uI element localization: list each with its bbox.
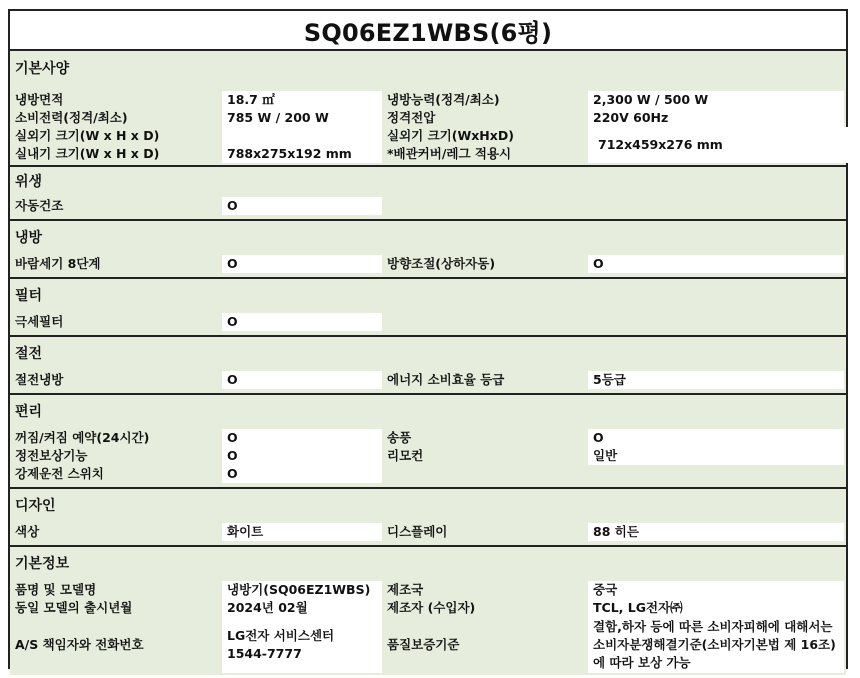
as-center-name: LG전자 서비스센터 — [227, 628, 335, 643]
spec-label: 소비전력(정격/최소) — [15, 110, 128, 125]
table-row — [10, 465, 846, 483]
table-row — [10, 255, 846, 273]
spec-value: 중국 — [588, 581, 844, 599]
section-hygiene — [10, 167, 846, 221]
spec-label: 절전냉방 — [15, 372, 64, 387]
spec-label: 바람세기 8단계 — [15, 256, 101, 271]
table-row — [10, 371, 846, 389]
section-heading: 디자인 — [15, 498, 56, 514]
spec-label: 실내기 크기(W x H x D) — [15, 146, 160, 161]
spec-value: O — [222, 197, 382, 215]
table-row — [10, 581, 846, 599]
section-heading: 필터 — [15, 288, 43, 304]
table-row — [10, 91, 846, 109]
spec-label: 실외기 크기(W x H x D) — [15, 128, 160, 143]
table-row — [10, 523, 846, 541]
spec-label: 실외기 크기(WxHxD) — [387, 128, 514, 143]
spec-label: 송풍 — [387, 430, 412, 445]
spec-value — [588, 617, 844, 673]
spec-value — [222, 617, 382, 673]
spec-value: 18.7 ㎡ — [222, 91, 382, 109]
table-row — [10, 447, 846, 465]
table-row — [10, 197, 846, 215]
spec-label: 리모컨 — [387, 448, 424, 463]
spec-label: 디스플레이 — [387, 524, 448, 539]
spec-label: 품명 및 모델명 — [15, 582, 97, 597]
spec-label: 정격전압 — [387, 110, 436, 125]
spec-value: 화이트 — [222, 523, 382, 541]
table-row — [10, 599, 846, 617]
spec-value: 88 히든 — [588, 523, 844, 541]
section-heading: 기본사양 — [15, 61, 70, 77]
spec-label: 극세필터 — [15, 314, 64, 329]
table-row — [10, 313, 846, 331]
table-row — [10, 429, 846, 447]
page-title: SQ06EZ1WBS(6평) — [10, 11, 846, 51]
spec-label: 냉방능력(정격/최소) — [387, 92, 500, 107]
spec-label: A/S 책임자와 전화번호 — [15, 637, 144, 652]
spec-label: *배관커버/레그 적용시 — [387, 146, 512, 161]
section-power-saving — [10, 337, 846, 395]
spec-value: O — [222, 429, 382, 447]
spec-value: O — [588, 429, 844, 447]
section-heading: 절전 — [15, 346, 43, 362]
spec-label: 에너지 소비효율 등급 — [387, 372, 505, 387]
spec-value: 2,300 W / 500 W — [588, 91, 844, 109]
spec-value: 788x275x192 mm — [222, 145, 382, 163]
section-cooling — [10, 221, 846, 279]
table-row — [10, 109, 846, 127]
spec-label: 냉방면적 — [15, 92, 64, 107]
section-filter — [10, 279, 846, 337]
spec-label: 색상 — [15, 524, 40, 539]
section-basic-specs — [10, 51, 846, 167]
warranty-line: 소비자분쟁해결기준(소비자기본법 제 16조) — [593, 637, 836, 652]
spec-value: TCL, LG전자㈜ — [588, 599, 844, 617]
spec-value: 785 W / 200 W — [222, 109, 382, 127]
table-row — [10, 617, 846, 673]
spec-value: O — [222, 313, 382, 331]
warranty-line: 에 따라 보상 가능 — [593, 655, 691, 670]
spec-value: O — [222, 255, 382, 273]
outdoor-size-value: 712x459x276 mm — [593, 127, 849, 163]
spec-sheet — [8, 9, 848, 669]
warranty-line: 결함,하자 등에 따른 소비자피해에 대해서는 — [593, 619, 833, 634]
section-heading: 냉방 — [15, 230, 43, 246]
spec-label: 동일 모델의 출시년월 — [15, 600, 133, 615]
spec-value: O — [222, 447, 382, 465]
spec-value: 5등급 — [588, 371, 844, 389]
section-heading: 기본정보 — [15, 556, 70, 572]
spec-label: 강제운전 스위치 — [15, 466, 104, 481]
spec-value: O — [222, 371, 382, 389]
section-basic-info — [10, 547, 846, 675]
spec-label: 제조국 — [387, 582, 424, 597]
as-phone-number: 1544-7777 — [227, 646, 302, 661]
spec-value: 220V 60Hz — [588, 109, 844, 127]
spec-label: 품질보증기준 — [387, 637, 460, 652]
spec-label: 제조자 (수입자) — [387, 600, 476, 615]
spec-label: 자동건조 — [15, 198, 64, 213]
section-convenience — [10, 395, 846, 489]
spec-label: 방향조절(상하자동) — [387, 256, 496, 271]
spec-label: 정전보상기능 — [15, 448, 88, 463]
section-heading: 위생 — [15, 174, 43, 190]
section-heading: 편리 — [15, 404, 43, 420]
spec-value: O — [222, 465, 382, 483]
spec-value: 냉방기(SQ06EZ1WBS) — [222, 581, 382, 599]
section-design — [10, 489, 846, 547]
spec-value: 2024년 02월 — [222, 599, 382, 617]
spec-value: O — [588, 255, 844, 273]
spec-value: 일반 — [588, 447, 844, 465]
spec-label: 꺼짐/켜짐 예약(24시간) — [15, 430, 150, 445]
spec-value — [222, 127, 382, 145]
